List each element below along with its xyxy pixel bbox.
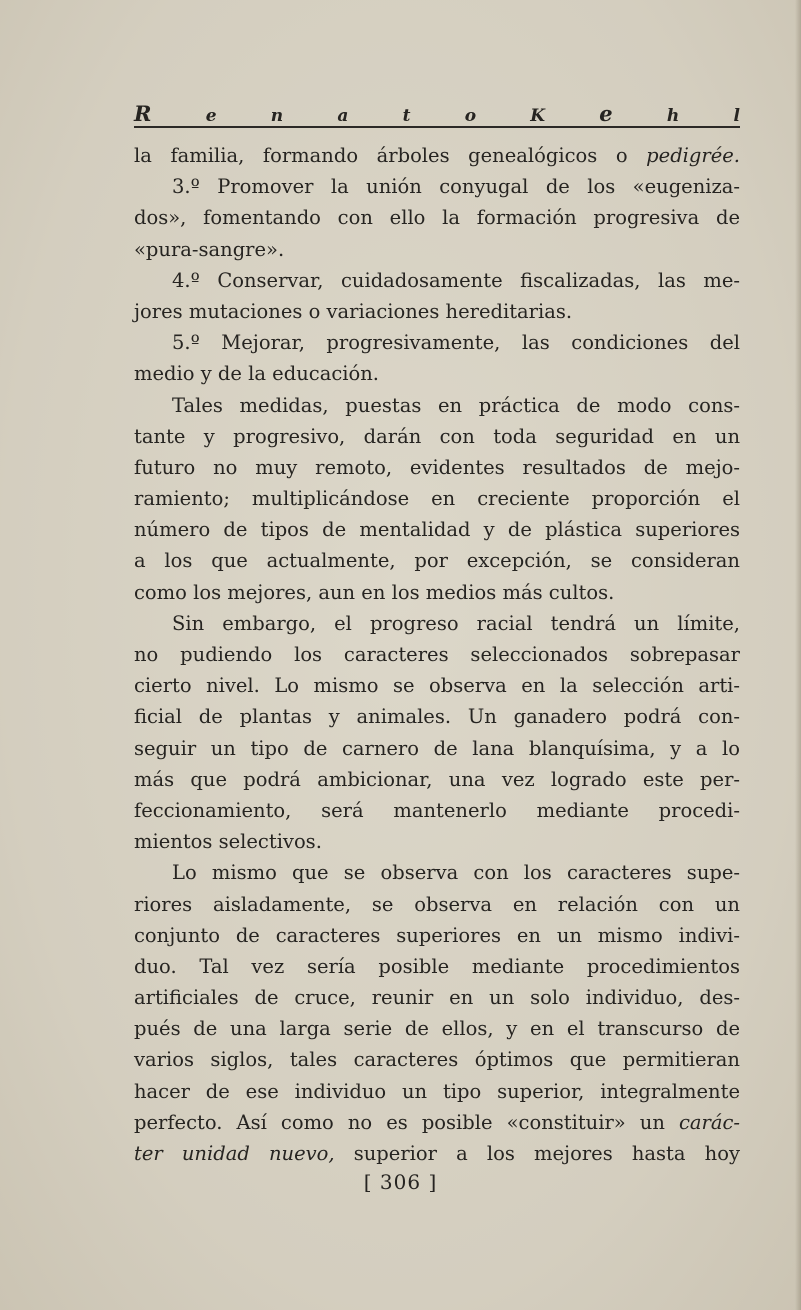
text-line	[134, 265, 740, 296]
header-letter: t	[402, 106, 411, 126]
text-line	[134, 951, 740, 982]
body-text	[134, 140, 740, 1169]
text-run: no pudiendo los caracteres seleccionados sobrepasar	[134, 643, 740, 666]
text-line	[134, 1076, 740, 1107]
text-line	[134, 982, 740, 1013]
text-line	[134, 577, 740, 608]
text-run: Lo mismo que se observa con los caracteres supe-	[172, 861, 740, 885]
italic-text: ter unidad nuevo,	[134, 1142, 335, 1165]
text-line	[134, 826, 740, 857]
text-line	[134, 764, 740, 795]
header-rule	[134, 126, 740, 128]
text-run: la familia, formando árboles genealógicos o	[134, 144, 647, 167]
header-letter: R	[134, 101, 152, 126]
text-run: Tales medidas, puestas en práctica de modo cons-	[172, 393, 740, 417]
text-line	[134, 358, 740, 389]
text-run: futuro no muy remoto, evidentes resultados de mejo-	[134, 455, 740, 479]
text-line	[134, 140, 740, 171]
text-line	[134, 171, 740, 202]
text-line	[134, 795, 740, 826]
text-run: hacer de ese individuo un tipo superior, integralmente	[134, 1079, 740, 1103]
header-letter: e	[205, 106, 217, 126]
text-run: feccionamiento, será mantenerlo mediante procedi-	[134, 798, 740, 822]
italic-text: carác-	[678, 1110, 740, 1134]
header-letter: h	[666, 106, 680, 126]
text-line	[134, 920, 740, 951]
text-line	[134, 1138, 740, 1169]
text-run: varios siglos, tales caracteres óptimos que permitieran	[134, 1048, 740, 1072]
header-letter: n	[270, 106, 284, 126]
text-run: artificiales de cruce, reunir en un solo individuo, des-	[134, 986, 740, 1010]
text-line	[134, 545, 740, 576]
text-run: cierto nivel. Lo mismo se observa en la selección arti-	[134, 674, 740, 698]
text-run: pués de una larga serie de ellos, y en el transcurso de	[134, 1017, 740, 1041]
text-run: más que podrá ambicionar, una vez logrado este per-	[134, 767, 740, 791]
text-run: 3.º Promover la unión conyugal de los «eugeniza-	[172, 175, 740, 199]
running-header	[134, 96, 740, 126]
text-run: seguir un tipo de carnero de lana blanquísima, y a lo	[134, 736, 740, 760]
header-letter: e	[599, 101, 613, 126]
text-run: duo. Tal vez sería posible mediante procedimientos	[134, 954, 740, 978]
text-run: tante y progresivo, darán con toda seguridad en un	[134, 424, 740, 448]
text-line	[134, 733, 740, 764]
text-line	[134, 1044, 740, 1075]
text-line	[134, 514, 740, 545]
text-line	[134, 1107, 740, 1138]
text-run: «pura-sangre».	[134, 237, 285, 261]
page-edge-shadow	[795, 0, 801, 1310]
text-line	[134, 608, 740, 639]
text-line	[134, 483, 740, 514]
text-line	[134, 296, 740, 327]
text-run: jores mutaciones o variaciones hereditarias.	[134, 299, 573, 323]
page-number: [ 306 ]	[363, 1170, 438, 1194]
text-run: ramiento; multiplicándose en creciente proporción el	[134, 487, 740, 511]
text-run: perfecto. Así como no es posible «constituir» un	[134, 1110, 679, 1134]
header-letter: K	[530, 106, 546, 126]
text-line	[134, 1013, 740, 1044]
text-run: riores aisladamente, se observa en relación con un	[134, 892, 740, 916]
text-line	[134, 327, 740, 358]
text-run: conjunto de caracteres superiores en un mismo indivi-	[134, 923, 740, 947]
text-run: 4.º Conservar, cuidadosamente fiscalizadas, las me-	[172, 268, 740, 292]
text-line	[134, 421, 740, 452]
text-run: 5.º Mejorar, progresivamente, las condiciones del	[172, 331, 740, 355]
text-run: mientos selectivos.	[134, 830, 322, 854]
text-line	[134, 202, 740, 233]
text-line	[134, 670, 740, 701]
header-letter: o	[464, 106, 477, 126]
text-line	[134, 390, 740, 421]
text-line	[134, 701, 740, 732]
text-run: ficial de plantas y animales. Un ganadero podrá con-	[134, 705, 740, 729]
text-run: superior a los mejores hasta hoy	[334, 1142, 740, 1165]
text-run: medio y de la educación.	[134, 362, 379, 386]
text-run: a los que actualmente, por excepción, se consideran	[134, 549, 740, 573]
text-run: como los mejores, aun en los medios más cultos.	[134, 580, 615, 604]
header-letter: a	[337, 106, 349, 126]
text-line	[134, 857, 740, 888]
text-run: dos», fomentando con ello la formación progresiva de	[134, 206, 740, 230]
text-run: número de tipos de mentalidad y de plástica superiores	[134, 518, 740, 542]
text-line	[134, 234, 740, 265]
italic-text: pedigrée.	[646, 144, 740, 167]
text-line	[134, 889, 740, 920]
header-letter: l	[733, 106, 740, 126]
text-line	[134, 452, 740, 483]
text-line	[134, 639, 740, 670]
text-run: Sin embargo, el progreso racial tendrá un límite,	[172, 611, 740, 635]
